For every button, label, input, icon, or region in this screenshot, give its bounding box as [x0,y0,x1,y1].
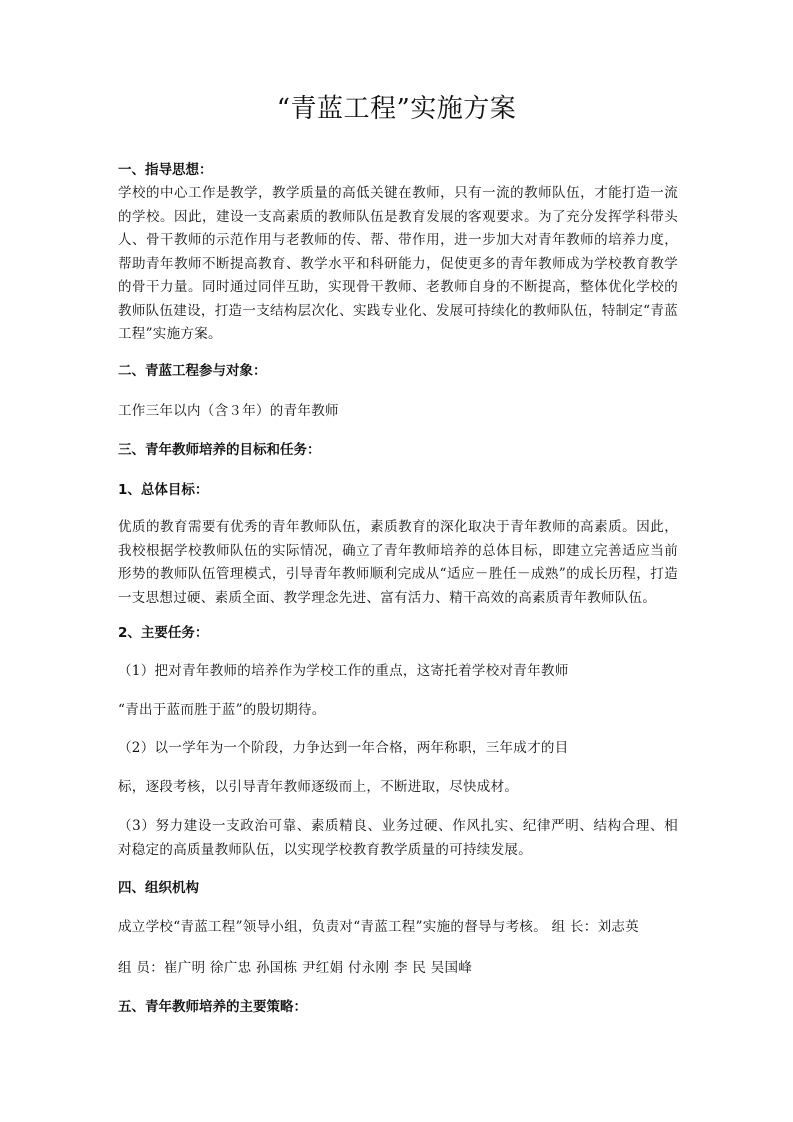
section-3-subheading-tasks: 2、主要任务： [118,625,209,641]
task-3-body: （3）努力建设一支政治可靠、素质精良、业务过硬、作风扎实、纪律严明、结构合理、相对稳定的高质量教师队伍，以实现学校教育教学质量的可持续发展。 [118,818,678,858]
section-5-heading: 五、青年教师培养的主要策略： [118,999,307,1015]
section-2-heading: 二、青蓝工程参与对象： [118,363,267,379]
task-2-line-2: 标，逐段考核，以引导青年教师逐级而上，不断进取，尽快成材。 [118,779,519,795]
task-1-line-1: （1）把对青年教师的培养作为学校工作的重点，这寄托着学校对青年教师 [118,663,569,679]
section-4-heading: 四、组织机构 [118,880,199,896]
section-4-leader-line: 成立学校“青蓝工程”领导小组，负责对“青蓝工程”实施的督导与考核。 组 长：刘志英 [118,919,639,935]
section-4-members-line: 组 员：崔广明 徐广忠 孙国栋 尹红娟 付永刚 李 民 吴国峰 [118,960,473,976]
task-2-line-1: （2）以一学年为一个阶段，力争达到一年合格，两年称职，三年成才的目 [118,740,569,756]
task-1-line-2: “青出于蓝而胜于蓝”的殷切期待。 [118,702,326,718]
section-1-body: 学校的中心工作是教学，教学质量的高低关键在教师，只有一流的教师队伍，才能打造一流的学校。因此，建设一支高素质的教师队伍是教育发展的客观要求。为了充分发挥学科带头人、骨干教师的示范作用与老教师的传、帮、带作用，进一步加大对青年教师的培养力度，帮助青年教师不断提高教育、教学水平和科研能力，促使更多的青年教师成为学校教育教学的骨干力量。同时通过同伴互助，实现骨干教师、老教师自身的不断提高，整体优化学校的教师队伍建设，打造一支结构层次化、实践专业化、发展可持续化的教师队伍，特制定“青蓝工程”实施方案。 [118,185,678,342]
section-3-goal-body: 优质的教育需要有优秀的青年教师队伍，素质教育的深化取决于青年教师的高素质。因此，我校根据学校教师队伍的实际情况，确立了青年教师培养的总体目标，即建立完善适应当前形势的教师队伍管理模式，引导青年教师顺利完成从“适应－胜任－成熟”的成长历程，打造一支思想过硬、素质全面、教学理念先进、富有活力、精干高效的高素质青年教师队伍。 [118,519,678,606]
section-1-heading: 一、指导思想： [118,162,213,178]
document-title: “青蓝工程”实施方案 [276,94,517,124]
section-2-body: 工作三年以内（含３年）的青年教师 [118,403,339,419]
section-3-subheading-goal: 1、总体目标： [118,482,209,498]
section-3-heading: 三、青年教师培养的目标和任务： [118,442,321,458]
